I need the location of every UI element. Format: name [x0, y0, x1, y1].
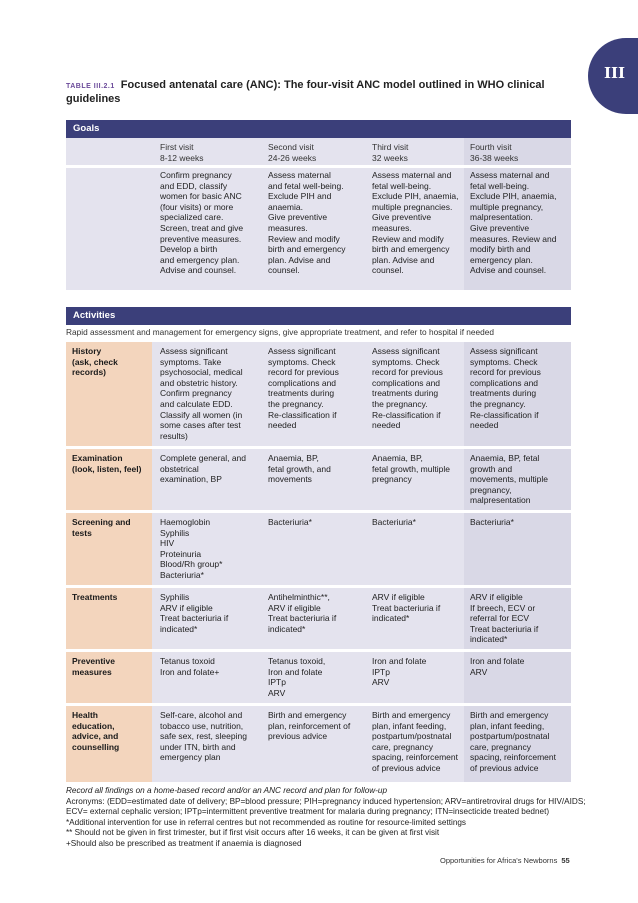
row-divider	[66, 510, 571, 513]
activities-panel	[66, 307, 571, 325]
activity-cell: Bacteriuria*	[268, 517, 312, 527]
goal-cell-1: Confirm pregnancy and EDD, classify women for basic ANC (four visits) or more specialized care. Screen, treat and give preventive measures. Develop a birth and emergency plan. Advise and counsel.	[160, 170, 244, 276]
activity-cell: Antihelminthic**, ARV if eligible Treat bacteriuria if indicated*	[268, 592, 337, 634]
activity-cell: Assess significant symptoms. Take psychosocial, medical and obstetric history. Confirm pregnancy and calculate EDD. Classify all women (in some cases after test results)	[160, 346, 243, 441]
activity-cell: Syphilis ARV if eligible Treat bacteriuria if indicated*	[160, 592, 229, 634]
activity-cell: Tetanus toxoid, Iron and folate IPTp ARV	[268, 656, 326, 698]
activity-cell: Anaemia, BP, fetal growth and movements, multiple pregnancy, malpresentation	[470, 453, 548, 506]
activity-cell: Tetanus toxoid Iron and folate+	[160, 656, 220, 677]
table-title-text: Focused antenatal care (ANC): The four-visit ANC model outlined in WHO clinical guidelines	[66, 79, 545, 105]
activity-cell: ARV if eligible If breech, ECV or referral for ECV Treat bacteriuria if indicated*	[470, 592, 539, 645]
goal-cell-4: Assess maternal and fetal well-being. Exclude PIH, anaemia, multiple pregnancy, malpresentation. Give preventive measures. Review and modify birth and emergency plan. Advise and counsel.	[470, 170, 557, 276]
activity-cell: Birth and emergency plan, infant feeding, postpartum/postnatal care, pregnancy spacing, reinforcement of previous advice	[372, 710, 458, 773]
activity-cell: Bacteriuria*	[372, 517, 416, 527]
activity-cell: Birth and emergency plan, reinforcement of previous advice	[268, 710, 351, 742]
activity-cell: Assess significant symptoms. Check record for previous complications and treatments during the pregnancy. Re-classification if needed	[268, 346, 339, 431]
visit-header-3	[372, 142, 408, 164]
activity-cell: Assess significant symptoms. Check record for previous complications and treatments during the pregnancy. Re-classification if needed	[372, 346, 443, 431]
visit-header-1	[160, 142, 203, 164]
goal-cell-3: Assess maternal and fetal well-being. Exclude PIH, anaemia, multiple pregnancies. Give preventive measures. Review and modify birth and emergency plan. Advise and counsel.	[372, 170, 459, 276]
note-acronyms: Acronyms: (EDD=estimated date of delivery; BP=blood pressure; PIH=pregnancy induced hypertension; ARV=antiretroviral drugs for HIV/AIDS; ECV= external cephalic version; IPTp=intermittent preventive treatment for malaria during pregnancy; ITN=insecticide treated bednet)	[66, 796, 586, 816]
row-divider	[66, 649, 571, 652]
row-label-preventive: Preventive measures	[72, 656, 115, 677]
activity-cell: Complete general, and obstetrical examination, BP	[160, 453, 247, 485]
visit-weeks: 36-38 weeks	[470, 153, 519, 163]
visit-header-2	[268, 142, 316, 164]
note-record: Record all findings on a home-based record and/or an ANC record and plan for follow-up	[66, 786, 388, 795]
activity-cell: ARV if eligible Treat bacteriuria if indicated*	[372, 592, 441, 624]
activity-cell: Anaemia, BP, fetal growth, multiple pregnancy	[372, 453, 450, 485]
activity-cell: Iron and folate IPTp ARV	[372, 656, 427, 688]
visit-name: Third visit	[372, 142, 409, 152]
chapter-tab	[588, 38, 638, 114]
visit-name: First visit	[160, 142, 194, 152]
page-number: 55	[561, 856, 570, 865]
visit-weeks: 24-26 weeks	[268, 153, 317, 163]
note-star1: *Additional intervention for use in referral centres but not recommended as routine for resource-limited settings	[66, 817, 467, 827]
note-plus: +Should also be prescribed as treatment if anaemia is diagnosed	[66, 838, 302, 848]
row-divider	[66, 446, 571, 449]
visit-weeks: 32 weeks	[372, 153, 408, 163]
row-divider	[66, 703, 571, 706]
activity-cell: Bacteriuria*	[470, 517, 514, 527]
activity-cell: Self-care, alcohol and tobacco use, nutrition, safe sex, rest, sleeping under ITN, birth and emergency plan	[160, 710, 247, 763]
visit-header-4	[470, 142, 518, 164]
visit-name: Fourth visit	[470, 142, 512, 152]
row-label-screening: Screening and tests	[72, 517, 131, 538]
visit-name: Second visit	[268, 142, 314, 152]
row-label-examination: Examination (look, listen, feel)	[72, 453, 142, 474]
activity-cell: Assess significant symptoms. Check record for previous complications and treatments during the pregnancy. Re-classification if needed	[470, 346, 541, 431]
goals-heading: Goals	[66, 120, 571, 138]
rapid-assessment-text: Rapid assessment and management for emergency signs, give appropriate treatment, and refer to hospital if needed	[66, 327, 494, 337]
row-label-health-education: Health education, advice, and counselling	[72, 710, 120, 752]
activities-heading: Activities	[66, 307, 571, 325]
footer-text: Opportunities for Africa's Newborns	[440, 856, 558, 865]
activity-cell: Iron and folate ARV	[470, 656, 525, 677]
activity-cell: Haemoglobin Syphilis HIV Proteinuria Blood/Rh group* Bacteriuria*	[160, 517, 223, 580]
row-label-treatments: Treatments	[72, 592, 118, 602]
page-footer	[440, 856, 570, 865]
table-number: TABLE III.2.1	[66, 83, 115, 90]
chapter-tab-label: III	[604, 64, 626, 82]
note-star2: ** Should not be given in first trimester, but if first visit occurs after 16 weeks, it can be given at first visit	[66, 828, 440, 837]
activity-cell: Birth and emergency plan, infant feeding, postpartum/postnatal care, pregnancy spacing, reinforcement of previous advice	[470, 710, 556, 773]
activity-cell: Anaemia, BP, fetal growth, and movements	[268, 453, 331, 485]
table-notes	[66, 786, 586, 849]
goals-divider	[66, 165, 571, 168]
row-label-history: History (ask, check records)	[72, 346, 118, 378]
visit-weeks: 8-12 weeks	[160, 153, 204, 163]
table-title	[66, 79, 566, 106]
row-divider	[66, 585, 571, 588]
goal-cell-2: Assess maternal and fetal well-being. Exclude PIH and anaemia. Give preventive measures. Review and modify birth and emergency plan. Advise and counsel.	[268, 170, 346, 276]
